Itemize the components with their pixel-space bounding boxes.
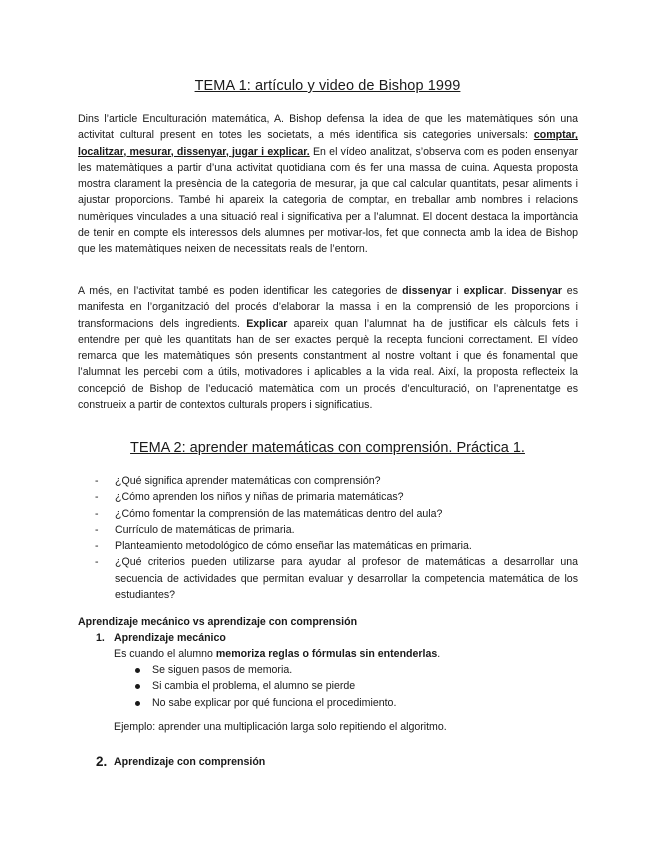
item-title: Aprendizaje con comprensión (114, 756, 266, 768)
section-heading: Aprendizaje mecánico vs aprendizaje con comprensión (78, 616, 358, 628)
text-run: apareix quan l’alumnat ha de justificar els càlculs fets i entendre per què les quantitats han de ser exactes perquè la recepta funcioni correctament. El vídeo remarca que les matemàtiques són presents constantment al nostre voltant i que és fonamental que l’alumnat les percebi com a útils, motivadores i aplicables a la vida real. Així, la proposta reflecteix la concepció de Bishop de l’educació matemàtica com un procés d’enculturació, on l’aprenentatge es construeix a partir de contextos culturals propers i significatius. (78, 317, 578, 411)
list-item: - ¿Qué significa aprender matemáticas con comprensión? (78, 473, 578, 489)
list-item: - Currículo de matemáticas de primaria. (78, 522, 578, 538)
text-run: . (437, 648, 441, 660)
example-line: Ejemplo: aprender una multiplicación larga solo repitiendo el algoritmo. (114, 721, 447, 733)
list-item: Si cambia el problema, el alumno se pierde (114, 678, 396, 694)
item-number: 2. (96, 754, 108, 769)
list-item: - Planteamiento metodológico de cómo enseñar las matemáticas en primaria. (78, 538, 578, 554)
text-run: . (503, 285, 512, 297)
tema2-title: TEMA 2: aprender matemáticas con comprensión. Práctica 1. (130, 440, 525, 456)
term-dissenyar-2: Dissenyar (511, 285, 563, 297)
tema1-title: TEMA 1: artículo y video de Bishop 1999 (194, 78, 461, 94)
item-number: 1. (96, 632, 105, 644)
list-item: - ¿Qué criterios pueden utilizarse para ayudar al profesor de matemáticas a desarrollar una secuencia de actividades que permitan evaluar y desarrollar la competencia matemática de los estudiantes? (78, 554, 578, 603)
questions-list (78, 473, 578, 603)
term-explicar-2: Explicar (246, 317, 288, 330)
tema1-paragraph-1 (78, 111, 578, 257)
tema1-paragraph-2 (78, 283, 578, 413)
list-item: Se siguen pasos de memoria. (114, 662, 396, 678)
categories-emphasis: comptar, localitzar, mesurar, dissenyar, jugar i explicar. (78, 129, 578, 158)
text-run: i (451, 285, 464, 297)
list-item: No sabe explicar por qué funciona el procedimiento. (114, 695, 396, 711)
text-run: Es cuando el alumno (114, 648, 216, 660)
text-run: A més, en l’activitat també es poden identificar les categories de (78, 285, 403, 297)
text-run: es manifesta en l’organització del procés d’elaborar la massa i en la comprensió de les proporcions i transformacions dels ingredients. (78, 285, 578, 330)
term-explicar: explicar (463, 285, 504, 297)
text-run: En el vídeo analitzat, s’observa com es poden ensenyar les matemàtiques a partir d’una activitat quotidiana com és fer una massa de cuina. Aquesta proposta mostra clarament la presència de la categoria de mesurar, ja que cal calcular quantitats, pesar aliments i ajustar proporcions. També hi apareix la categoria de comptar, en treballar amb nombres i relacions numèriques vinculades a una situació real i significativa per a l’alumnat. El docent destaca la importància de tenir en compte els interessos dels alumnes per motivar-los, fet que connecta amb la idea de Bishop que les matemàtiques neixen de necessitats reals de l’entorn. (78, 145, 578, 255)
definition-emphasis: memoriza reglas o fórmulas sin entenderlas (215, 648, 438, 660)
text-run: Dins l’article Enculturación matemática, A. Bishop defensa la idea de que les matemàtiques són una activitat cultural present en totes les societats, a més identifica sis categories universals: (78, 113, 578, 142)
list-item: - ¿Cómo aprenden los niños y niñas de primaria matemáticas? (78, 489, 578, 505)
bullet-list (114, 662, 396, 711)
item-title: Aprendizaje mecánico (114, 632, 226, 644)
definition-line (114, 646, 440, 662)
list-item: - ¿Cómo fomentar la comprensión de las matemáticas dentro del aula? (78, 506, 578, 522)
term-dissenyar: dissenyar (402, 285, 452, 297)
